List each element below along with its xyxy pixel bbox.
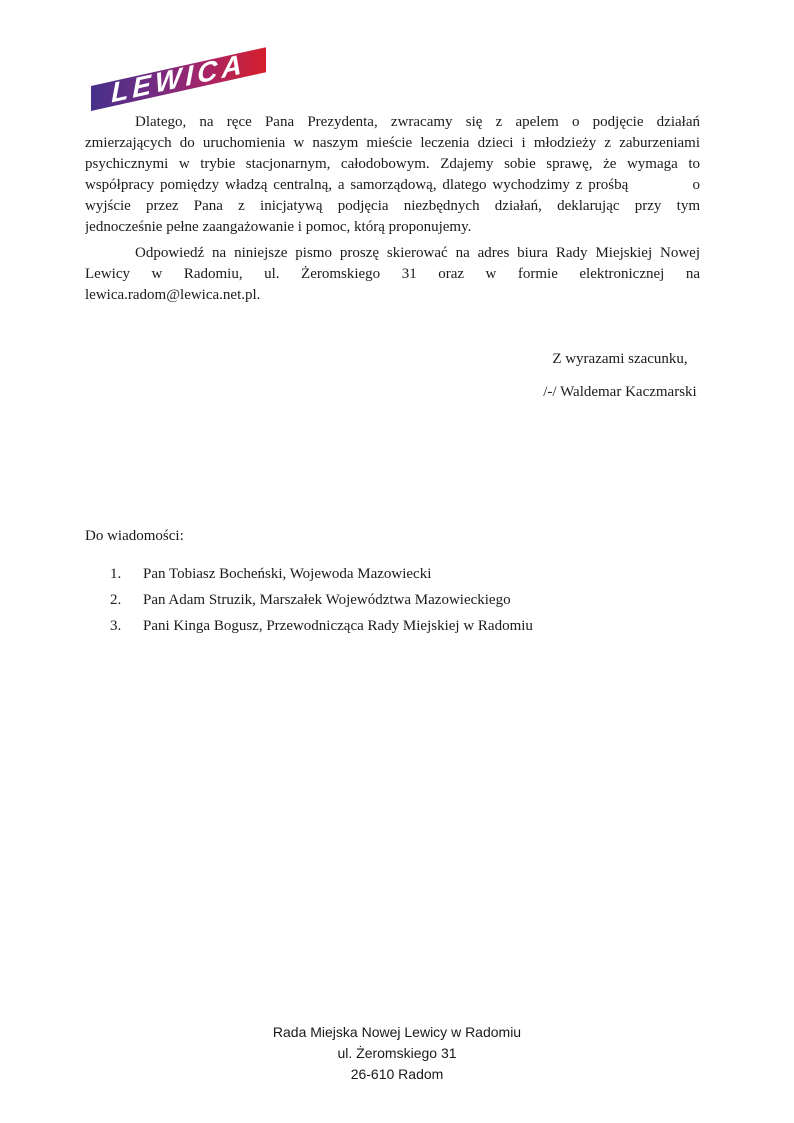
footer-line-3: 26-610 Radom (350, 1066, 444, 1082)
distribution-list (85, 564, 700, 642)
paragraph-2-line-3: lewica.radom@lewica.net.pl. (85, 287, 261, 303)
paragraph-1-line-2: zmierzających do uruchomienia w naszym mieście leczenia dzieci i młodzieży z zaburzeniami (85, 135, 700, 151)
paragraph-2 (85, 243, 700, 306)
footer-address (0, 1022, 794, 1085)
paragraph-1-line-6: jednocześnie pełne zaangażowanie i pomoc, którą proponujemy. (85, 219, 472, 235)
distribution-item-1 (85, 564, 700, 585)
paragraph-1 (85, 112, 700, 238)
lewica-logo (91, 47, 266, 111)
signature-name: /-/ Waldemar Kaczmarski (543, 384, 697, 400)
distribution-item-2 (85, 590, 700, 611)
distribution-item-text: Pan Adam Struzik, Marszałek Województwa Mazowieckiego (143, 592, 511, 608)
distribution-item-text: Pani Kinga Bogusz, Przewodnicząca Rady Miejskiej w Radomiu (143, 618, 533, 634)
distribution-item-number: 2. (110, 592, 122, 608)
lewica-logo-text: LEWICA (111, 47, 246, 109)
paragraph-1-line-4: współpracy pomiędzy władzą centralną, a samorządową, dlatego wychodzimy z prośbą o (85, 177, 700, 193)
signature-closing: Z wyrazami szacunku, (552, 351, 688, 367)
paragraph-2-line-1: Odpowiedź na niniejsze pismo proszę skierować na adres biura Rady Miejskiej Nowej (135, 245, 700, 261)
paragraph-1-line-5: wyjście przez Pana z inicjatywą podjęcia niezbędnych działań, deklarując przy tym (85, 198, 700, 214)
signature-block (470, 349, 770, 403)
distribution-item-3 (85, 616, 700, 637)
footer-line-2: ul. Żeromskiego 31 (337, 1045, 457, 1061)
distribution-item-number: 3. (110, 618, 122, 634)
paragraph-2-line-2: Lewicy w Radomiu, ul. Żeromskiego 31 oraz w formie elektronicznej na (85, 266, 700, 282)
letter-body (85, 112, 700, 306)
paragraph-1-line-3: psychicznymi w trybie stacjonarnym, całodobowym. Zdajemy sobie sprawę, że wymaga to (85, 156, 700, 172)
distribution-item-text: Pan Tobiasz Bocheński, Wojewoda Mazowiecki (143, 566, 432, 582)
footer-line-1: Rada Miejska Nowej Lewicy w Radomiu (272, 1024, 522, 1040)
paragraph-1-line-1: Dlatego, na ręce Pana Prezydenta, zwracamy się z apelem o podjęcie działań (135, 114, 700, 130)
distribution-heading: Do wiadomości: (85, 528, 184, 544)
distribution-item-number: 1. (110, 566, 122, 582)
